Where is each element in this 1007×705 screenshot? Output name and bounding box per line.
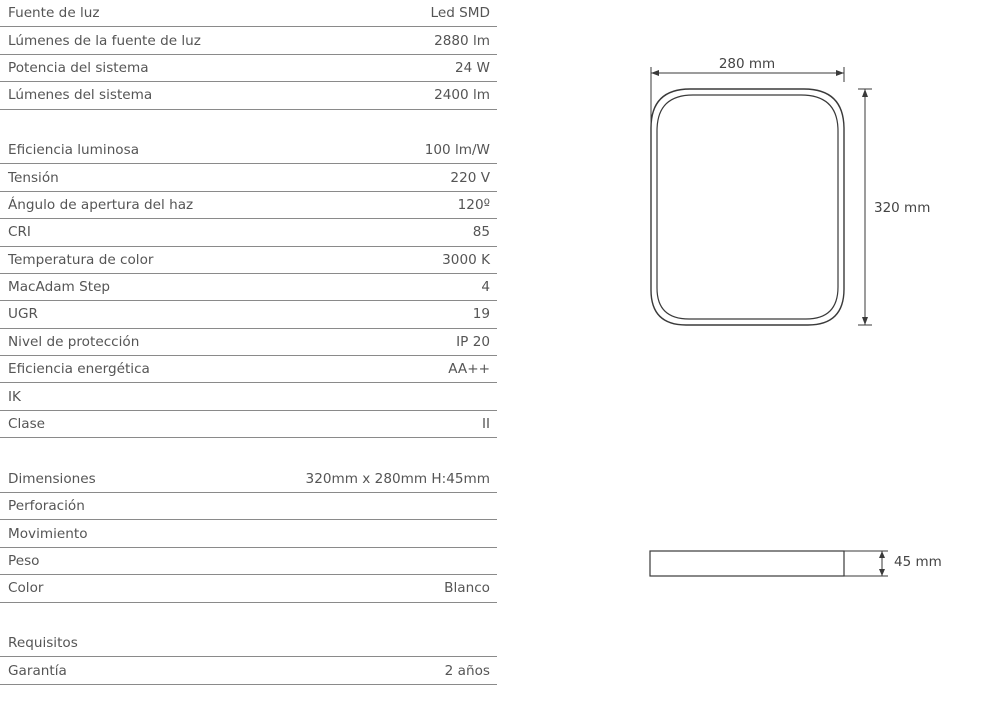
spec-row bbox=[0, 55, 497, 82]
spec-label: Temperatura de color bbox=[8, 251, 154, 268]
spec-row bbox=[0, 247, 497, 274]
spec-row bbox=[0, 137, 497, 164]
depth-label: 45 mm bbox=[894, 554, 942, 570]
spec-row bbox=[0, 575, 497, 602]
spec-row bbox=[0, 82, 497, 109]
spec-value: 320mm x 280mm H:45mm bbox=[305, 470, 490, 487]
spec-group-light bbox=[0, 0, 497, 110]
spec-value: 120º bbox=[457, 196, 490, 213]
spec-row bbox=[0, 192, 497, 219]
spacer bbox=[0, 603, 497, 630]
spec-row bbox=[0, 329, 497, 356]
spec-label: Lúmenes de la fuente de luz bbox=[8, 32, 201, 49]
spec-value: II bbox=[481, 416, 490, 433]
spec-label: Perforación bbox=[8, 498, 85, 515]
spec-label: Lúmenes del sistema bbox=[8, 87, 153, 104]
spec-value: 100 lm/W bbox=[424, 142, 490, 159]
spec-row bbox=[0, 630, 497, 657]
spec-group-photometric bbox=[0, 137, 497, 438]
spec-label: Dimensiones bbox=[8, 470, 96, 487]
side-view-drawing bbox=[650, 551, 844, 576]
spec-group-warranty bbox=[0, 630, 497, 685]
spec-value: 3000 K bbox=[442, 251, 490, 268]
spec-label: IK bbox=[8, 388, 21, 405]
spec-label: UGR bbox=[8, 306, 38, 323]
lamp-outline-inner bbox=[657, 95, 838, 319]
spec-row bbox=[0, 274, 497, 301]
lamp-profile bbox=[650, 551, 844, 576]
spec-value: 2880 lm bbox=[434, 32, 490, 49]
spec-label: Clase bbox=[8, 416, 46, 433]
spec-row bbox=[0, 301, 497, 328]
spec-value: 2400 lm bbox=[434, 87, 490, 104]
depth-dimension bbox=[844, 551, 942, 576]
spec-value: Led SMD bbox=[430, 5, 490, 22]
spec-value: 85 bbox=[472, 224, 490, 241]
spec-value: 24 W bbox=[454, 59, 490, 76]
spec-value: IP 20 bbox=[456, 333, 490, 350]
spec-row bbox=[0, 27, 497, 54]
spec-row bbox=[0, 466, 497, 493]
spec-row bbox=[0, 164, 497, 191]
spec-label: Potencia del sistema bbox=[8, 59, 149, 76]
spec-row bbox=[0, 0, 497, 27]
spec-group-physical bbox=[0, 466, 497, 603]
spec-row bbox=[0, 493, 497, 520]
spec-row bbox=[0, 548, 497, 575]
spacer bbox=[0, 438, 497, 465]
spec-row bbox=[0, 411, 497, 438]
spacer bbox=[0, 110, 497, 137]
height-dimension bbox=[858, 89, 930, 325]
spec-value: Blanco bbox=[444, 580, 490, 597]
spec-label: Color bbox=[8, 580, 44, 597]
spec-value: 220 V bbox=[450, 169, 490, 186]
spec-label: Eficiencia energética bbox=[8, 361, 150, 378]
spec-table bbox=[0, 0, 497, 685]
spec-label: Eficiencia luminosa bbox=[8, 142, 140, 159]
spec-value: 2 años bbox=[444, 662, 490, 679]
spec-label: Peso bbox=[8, 553, 40, 569]
top-view-drawing bbox=[651, 89, 844, 325]
height-label: 320 mm bbox=[874, 200, 931, 216]
width-label: 280 mm bbox=[718, 56, 776, 72]
spec-label: Requisitos bbox=[8, 635, 78, 652]
spec-row bbox=[0, 657, 497, 684]
spec-value: AA++ bbox=[448, 361, 490, 378]
spec-label: Fuente de luz bbox=[8, 5, 100, 22]
spec-row bbox=[0, 356, 497, 383]
spec-label: Garantía bbox=[8, 662, 67, 679]
lamp-outline-outer bbox=[651, 89, 844, 325]
spec-row bbox=[0, 219, 497, 246]
spec-label: Nivel de protección bbox=[8, 333, 140, 350]
spec-row bbox=[0, 520, 497, 547]
width-dimension bbox=[651, 56, 844, 155]
spec-label: Movimiento bbox=[8, 525, 88, 542]
spec-label: CRI bbox=[8, 224, 31, 241]
spec-label: Ángulo de apertura del haz bbox=[8, 196, 194, 213]
spec-row bbox=[0, 383, 497, 410]
spec-label: Tensión bbox=[8, 169, 59, 186]
spec-value: 4 bbox=[481, 279, 490, 296]
spec-value: 19 bbox=[472, 306, 490, 323]
spec-label: MacAdam Step bbox=[8, 279, 111, 296]
